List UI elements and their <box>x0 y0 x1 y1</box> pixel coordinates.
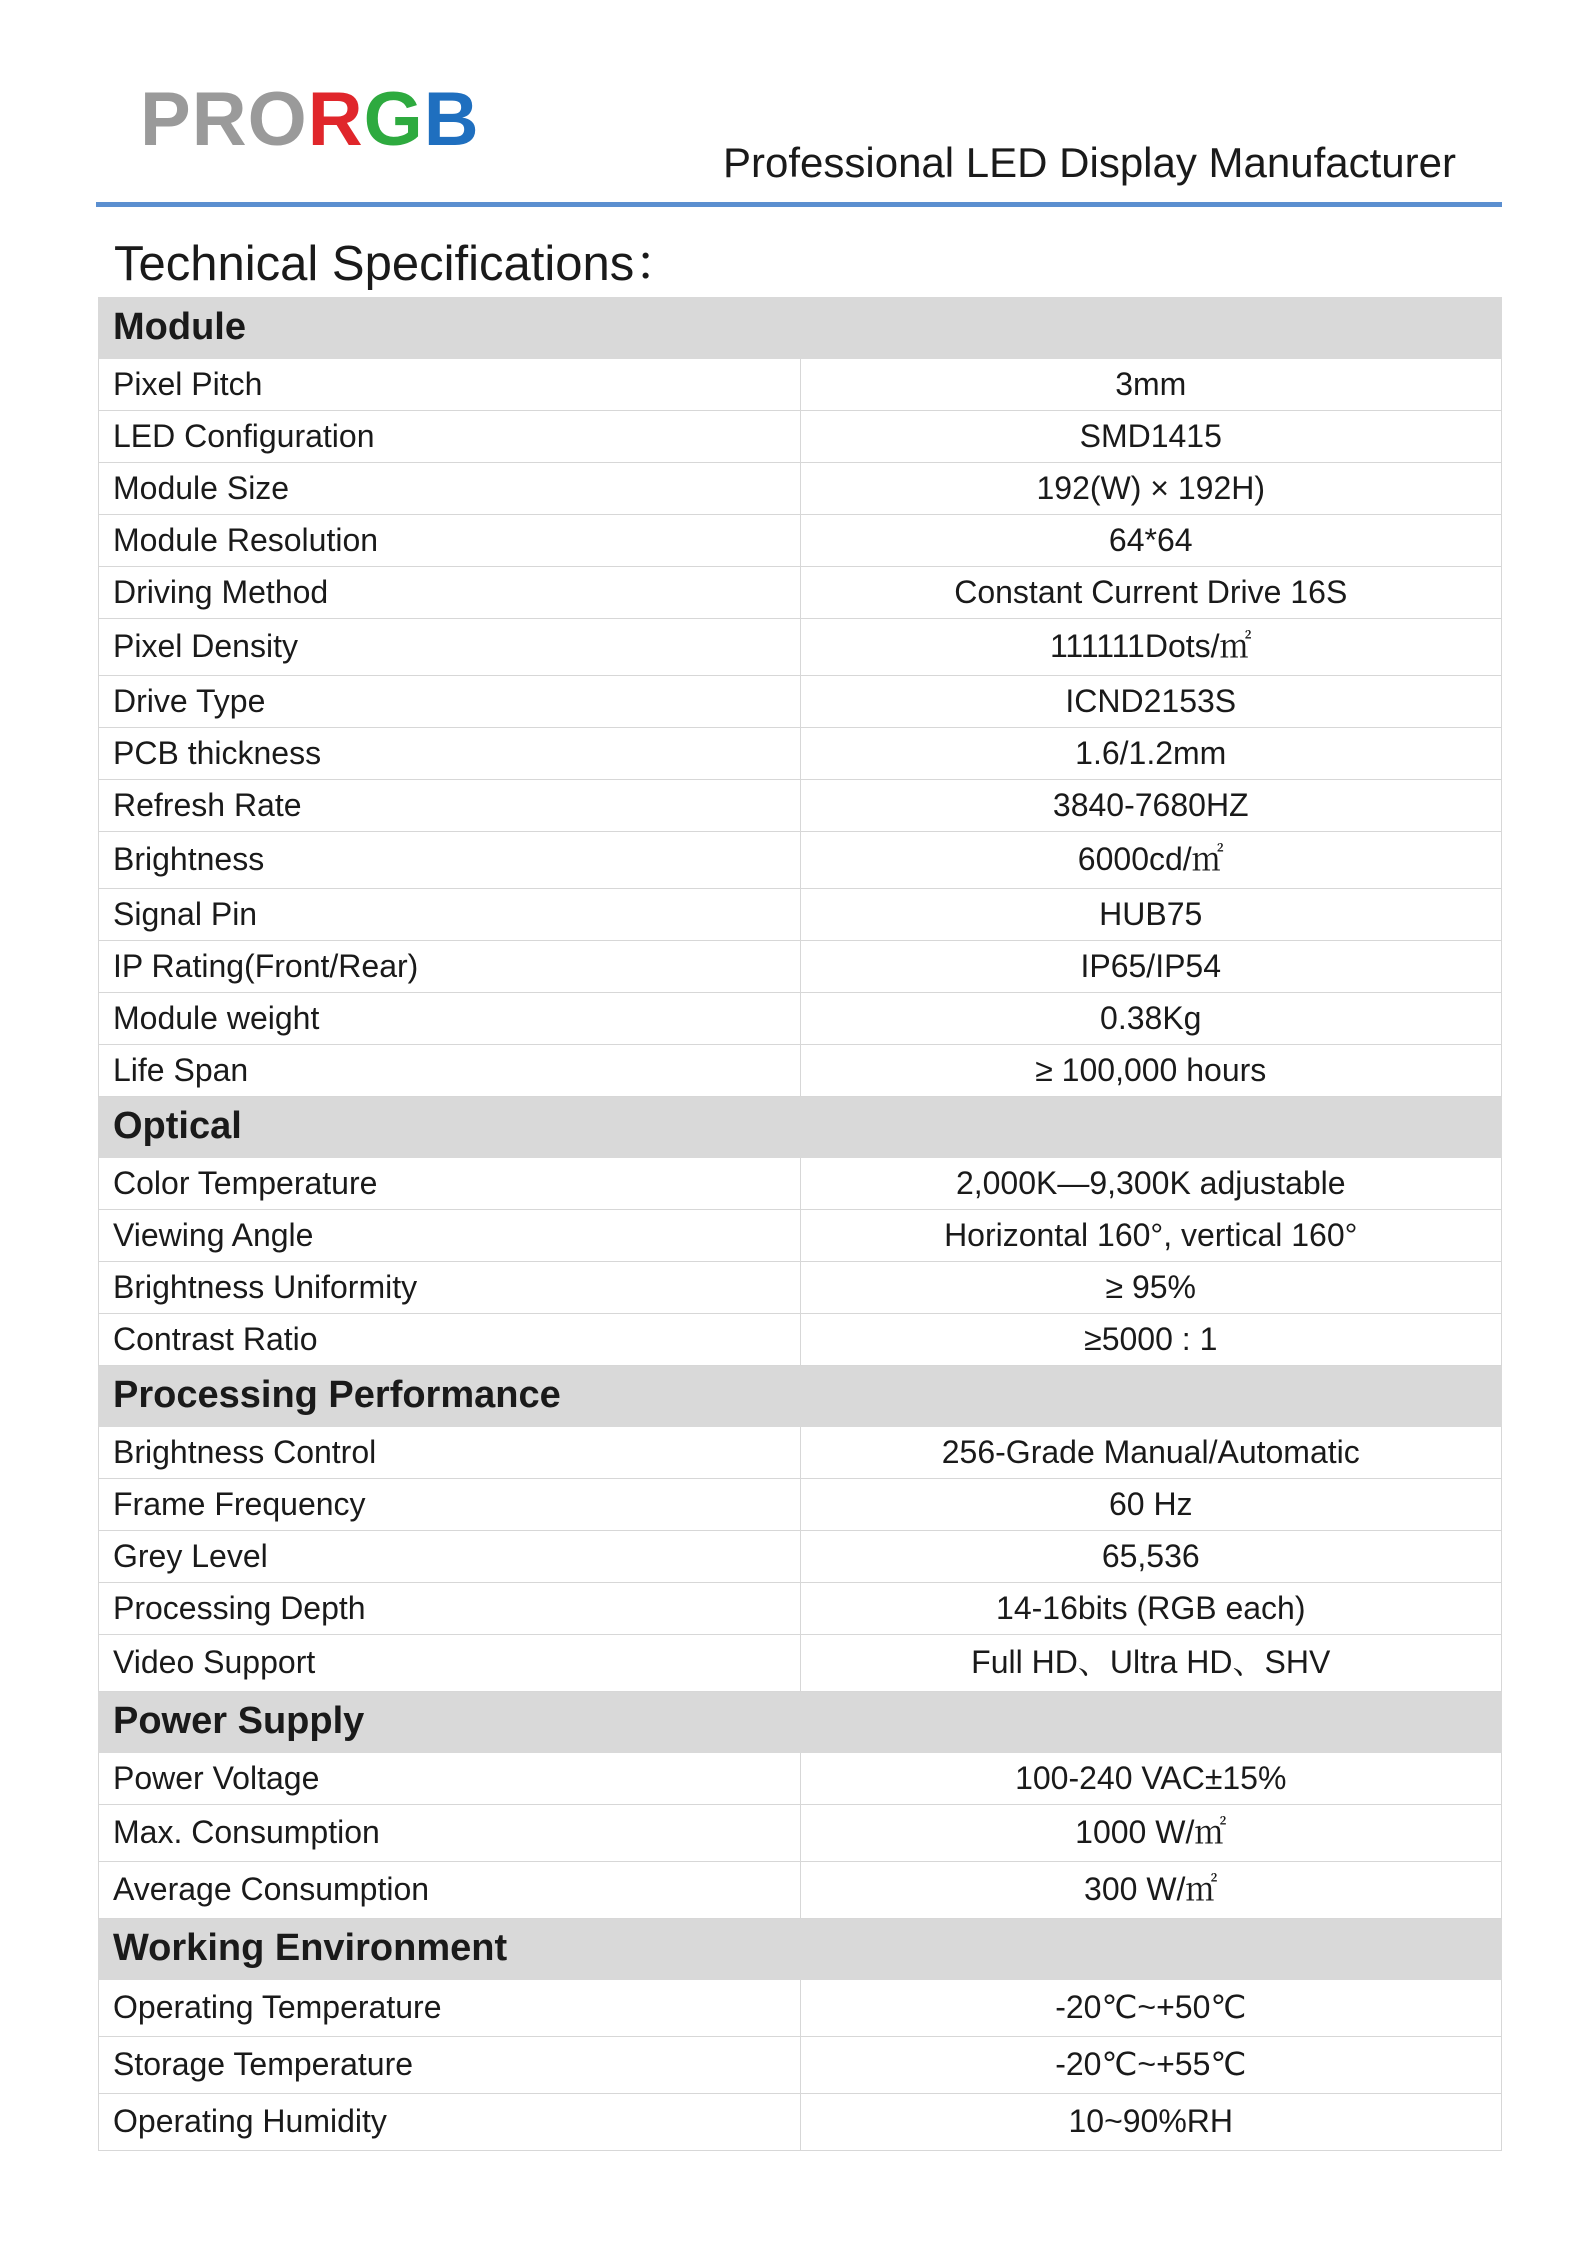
spec-value: 2,000K—9,300K adjustable <box>800 1158 1502 1210</box>
spec-value: -20℃~+55℃ <box>800 2037 1502 2094</box>
section-title: Working Environment <box>99 1919 1502 1980</box>
section-title: Module <box>99 298 1502 359</box>
spec-value: -20℃~+50℃ <box>800 1980 1502 2037</box>
spec-label: Power Voltage <box>99 1753 801 1805</box>
section-title: Power Supply <box>99 1692 1502 1753</box>
spec-row <box>99 832 1502 889</box>
spec-row <box>99 359 1502 411</box>
section-header-row <box>99 1366 1502 1427</box>
spec-row <box>99 2037 1502 2094</box>
section-title: Optical <box>99 1097 1502 1158</box>
section-header-row <box>99 1692 1502 1753</box>
spec-label: Module Resolution <box>99 515 801 567</box>
spec-table <box>98 297 1502 2151</box>
spec-value: HUB75 <box>800 889 1502 941</box>
spec-value: 1.6/1.2mm <box>800 728 1502 780</box>
spec-label: Life Span <box>99 1045 801 1097</box>
spec-label: Storage Temperature <box>99 2037 801 2094</box>
spec-value: 65,536 <box>800 1531 1502 1583</box>
spec-label: Video Support <box>99 1635 801 1692</box>
spec-label: Pixel Pitch <box>99 359 801 411</box>
spec-label: Drive Type <box>99 676 801 728</box>
spec-value: 111111Dots/㎡ <box>800 619 1502 676</box>
spec-value: 100-240 VAC±15% <box>800 1753 1502 1805</box>
spec-row <box>99 1427 1502 1479</box>
spec-label: Operating Temperature <box>99 1980 801 2037</box>
section-header-row <box>99 1919 1502 1980</box>
spec-value: Constant Current Drive 16S <box>800 567 1502 619</box>
spec-label: Brightness Control <box>99 1427 801 1479</box>
page-title: Technical Specifications： <box>114 237 684 291</box>
spec-value: 0.38Kg <box>800 993 1502 1045</box>
spec-value: 192(W) × 192H) <box>800 463 1502 515</box>
spec-row <box>99 1862 1502 1919</box>
logo-letter: G <box>363 77 424 162</box>
spec-label: Color Temperature <box>99 1158 801 1210</box>
spec-label: Module weight <box>99 993 801 1045</box>
spec-label: Max. Consumption <box>99 1805 801 1862</box>
spec-row <box>99 1262 1502 1314</box>
spec-row <box>99 676 1502 728</box>
spec-row <box>99 1980 1502 2037</box>
spec-label: Frame Frequency <box>99 1479 801 1531</box>
spec-row <box>99 780 1502 832</box>
spec-label: Operating Humidity <box>99 2094 801 2151</box>
spec-row <box>99 993 1502 1045</box>
spec-row <box>99 567 1502 619</box>
spec-value: Full HD、Ultra HD、SHV <box>800 1635 1502 1692</box>
logo-letter: B <box>423 77 480 162</box>
spec-value: ≥ 100,000 hours <box>800 1045 1502 1097</box>
spec-row <box>99 463 1502 515</box>
spec-label: Grey Level <box>99 1531 801 1583</box>
spec-value: SMD1415 <box>800 411 1502 463</box>
spec-value: 3840-7680HZ <box>800 780 1502 832</box>
spec-value: 1000 W/㎡ <box>800 1805 1502 1862</box>
spec-row <box>99 889 1502 941</box>
spec-value: 6000cd/㎡ <box>800 832 1502 889</box>
section-header-row <box>99 298 1502 359</box>
spec-row <box>99 941 1502 993</box>
spec-row <box>99 515 1502 567</box>
spec-row <box>99 1479 1502 1531</box>
spec-label: Average Consumption <box>99 1862 801 1919</box>
spec-row <box>99 619 1502 676</box>
spec-label: Viewing Angle <box>99 1210 801 1262</box>
spec-row <box>99 1635 1502 1692</box>
spec-label: PCB thickness <box>99 728 801 780</box>
section-title: Processing Performance <box>99 1366 1502 1427</box>
spec-label: Processing Depth <box>99 1583 801 1635</box>
spec-row <box>99 1583 1502 1635</box>
spec-label: Brightness <box>99 832 801 889</box>
spec-value: ≥ 95% <box>800 1262 1502 1314</box>
spec-value: IP65/IP54 <box>800 941 1502 993</box>
section-header-row <box>99 1097 1502 1158</box>
spec-label: Brightness Uniformity <box>99 1262 801 1314</box>
spec-label: Refresh Rate <box>99 780 801 832</box>
spec-value: 10~90%RH <box>800 2094 1502 2151</box>
header-tagline: Professional LED Display Manufacturer <box>723 139 1456 186</box>
spec-label: IP Rating(Front/Rear) <box>99 941 801 993</box>
header-divider <box>96 202 1502 207</box>
spec-value: 14-16bits (RGB each) <box>800 1583 1502 1635</box>
spec-value: ≥5000 : 1 <box>800 1314 1502 1366</box>
spec-row <box>99 2094 1502 2151</box>
logo-letter: PRO <box>140 77 308 162</box>
spec-value: 256-Grade Manual/Automatic <box>800 1427 1502 1479</box>
spec-row <box>99 1210 1502 1262</box>
spec-label: Signal Pin <box>99 889 801 941</box>
spec-value: 300 W/㎡ <box>800 1862 1502 1919</box>
spec-row <box>99 1805 1502 1862</box>
spec-label: Pixel Density <box>99 619 801 676</box>
spec-label: Driving Method <box>99 567 801 619</box>
spec-label: Contrast Ratio <box>99 1314 801 1366</box>
spec-row <box>99 1753 1502 1805</box>
spec-value: 60 Hz <box>800 1479 1502 1531</box>
spec-row <box>99 1531 1502 1583</box>
spec-value: Horizontal 160°, vertical 160° <box>800 1210 1502 1262</box>
spec-value: 64*64 <box>800 515 1502 567</box>
spec-value: 3mm <box>800 359 1502 411</box>
spec-row <box>99 1045 1502 1097</box>
spec-row <box>99 1158 1502 1210</box>
spec-row <box>99 728 1502 780</box>
logo-letter: R <box>307 77 364 162</box>
spec-row <box>99 1314 1502 1366</box>
spec-label: Module Size <box>99 463 801 515</box>
spec-row <box>99 411 1502 463</box>
spec-value: ICND2153S <box>800 676 1502 728</box>
spec-label: LED Configuration <box>99 411 801 463</box>
brand-logo <box>140 77 480 162</box>
